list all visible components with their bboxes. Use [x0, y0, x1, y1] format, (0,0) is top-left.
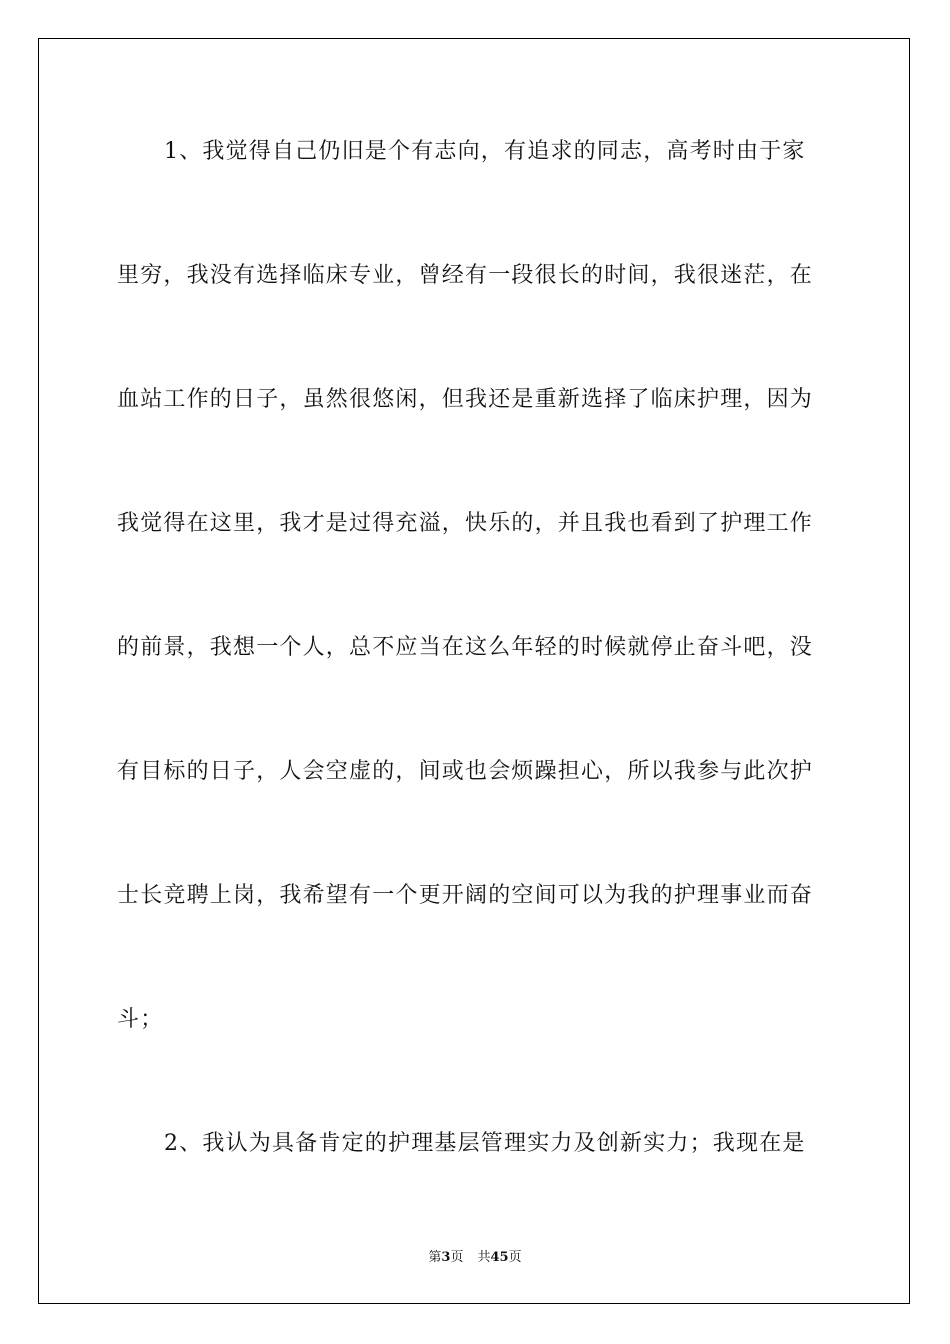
- page-border: [38, 38, 910, 1304]
- total-suffix: 页: [508, 1250, 522, 1265]
- text-line: 里穷，我没有选择临床专业，曾经有一段很长的时间，我很迷茫，在: [117, 263, 814, 288]
- page-number: 3: [441, 1250, 451, 1265]
- page-footer: [0, 1246, 950, 1265]
- page-suffix: 页: [450, 1250, 464, 1265]
- text-line: 血站工作的日子，虽然很悠闲，但我还是重新选择了临床护理，因为: [117, 387, 814, 412]
- text-line: 2、我认为具备肯定的护理基层管理实力及创新实力；我现在是: [164, 1131, 806, 1156]
- total-pages: 45: [490, 1250, 509, 1265]
- text-line: 我觉得在这里，我才是过得充溢，快乐的，并且我也看到了护理工作: [117, 511, 814, 536]
- total-prefix: 共: [477, 1250, 491, 1265]
- text-line: 斗；: [117, 1007, 164, 1032]
- text-line: 有目标的日子，人会空虚的，间或也会烦躁担心，所以我参与此次护: [117, 759, 814, 784]
- page-prefix: 第: [428, 1250, 442, 1265]
- text-line: 士长竞聘上岗，我希望有一个更开阔的空间可以为我的护理事业而奋: [117, 883, 814, 908]
- text-line: 1、我觉得自己仍旧是个有志向，有追求的同志，高考时由于家: [164, 139, 806, 164]
- text-line: 的前景，我想一个人，总不应当在这么年轻的时候就停止奋斗吧，没: [117, 635, 814, 660]
